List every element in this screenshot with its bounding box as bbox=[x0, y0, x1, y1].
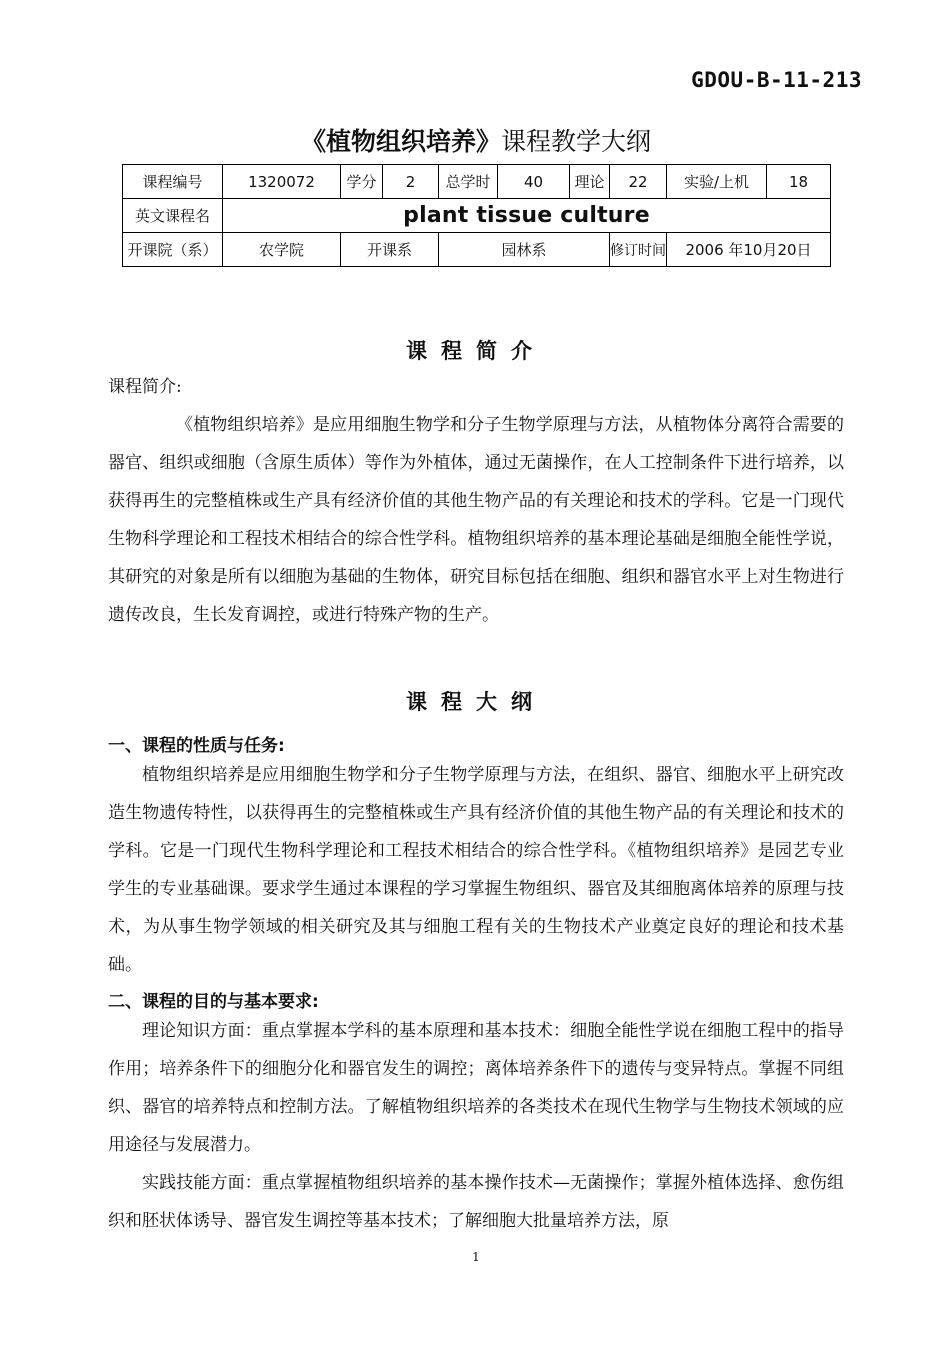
english-name-label: 英文课程名 bbox=[123, 199, 223, 233]
section1-heading: 一、课程的性质与任务: bbox=[108, 736, 285, 756]
theory-hours-value: 22 bbox=[610, 165, 667, 199]
lab-hours-value: 18 bbox=[767, 165, 831, 199]
document-title bbox=[0, 122, 952, 158]
english-name-value: plant tissue culture bbox=[223, 199, 831, 233]
section1-paragraph: 植物组织培养是应用细胞生物学和分子生物学原理与方法，在组织、器官、细胞水平上研究改造生物遗传特性，以获得再生的完整植株或生产具有经济价值的其他生物产品的有关理论和技术的学科。它是一门现代生物科学理论和工程技术相结合的综合性学科。《植物组织培养》是园艺专业学生的专业基础课。要求学生通过本课程的学习掌握生物组织、器官及其细胞离体培养的原理与技术，为从事生物学领域的相关研究及其与细胞工程有关的生物技术产业奠定良好的理论和技术基础。 bbox=[108, 765, 844, 975]
intro-label: 课程简介: bbox=[108, 377, 182, 397]
revised-label: 修订时间 bbox=[610, 233, 667, 267]
course-name-title: 《植物组织培养》 bbox=[300, 127, 501, 156]
intro-body bbox=[108, 368, 844, 634]
info-row-english-name bbox=[123, 199, 831, 233]
credits-value: 2 bbox=[383, 165, 439, 199]
intro-paragraph: 《植物组织培养》是应用细胞生物学和分子生物学原理与方法，从植物体分离符合需要的器官、组织或细胞（含原生质体）等作为外植体，通过无菌操作，在人工控制条件下进行培养，以获得再生的完整植株或生产具有经济价值的其他生物产品的有关理论和技术的学科。它是一门现代生物科学理论和工程技术相结合的综合性学科。植物组织培养的基本理论基础是细胞全能性学说，其研究的对象是所有以细胞为基础的生物体，研究目标包括在细胞、组织和器官水平上对生物进行遗传改良，生长发育调控，或进行特殊产物的生产。 bbox=[108, 415, 844, 625]
section2-paragraph-practice: 实践技能方面：重点掌握植物组织培养的基本操作技术—无菌操作；掌握外植体选择、愈伤组织和胚状体诱导、器官发生调控等基本技术；了解细胞大批量培养方法，原 bbox=[108, 1173, 844, 1231]
lab-label: 实验/上机 bbox=[667, 165, 767, 199]
course-code-label: 课程编号 bbox=[123, 165, 223, 199]
total-hours-label: 总学时 bbox=[439, 165, 498, 199]
dept-label: 开课系 bbox=[341, 233, 439, 267]
section1-body bbox=[108, 756, 844, 984]
title-suffix: 课程教学大纲 bbox=[501, 127, 652, 156]
outline-heading: 课程大纲 bbox=[406, 690, 546, 714]
page-number: 1 bbox=[472, 1250, 480, 1264]
theory-label: 理论 bbox=[570, 165, 610, 199]
course-code-value: 1320072 bbox=[223, 165, 341, 199]
college-label: 开课院（系） bbox=[123, 233, 223, 267]
total-hours-value: 40 bbox=[498, 165, 570, 199]
section2-body bbox=[108, 1012, 844, 1240]
intro-heading: 课程简介 bbox=[406, 339, 546, 363]
info-row-college bbox=[123, 233, 831, 267]
course-info-table bbox=[122, 164, 831, 267]
credits-label: 学分 bbox=[341, 165, 383, 199]
dept-value: 园林系 bbox=[439, 233, 610, 267]
info-row-course bbox=[123, 165, 831, 199]
section2-heading: 二、课程的目的与基本要求: bbox=[108, 992, 319, 1012]
section2-paragraph-theory: 理论知识方面：重点掌握本学科的基本原理和基本技术：细胞全能性学说在细胞工程中的指导作用；培养条件下的细胞分化和器官发生的调控；离体培养条件下的遗传与变异特点。掌握不同组织、器官的培养特点和控制方法。了解植物组织培养的各类技术在现代生物学与生物技术领域的应用途径与发展潜力。 bbox=[108, 1021, 844, 1155]
document-code: GDOU-B-11-213 bbox=[691, 68, 862, 92]
revised-date-value: 2006 年10月20日 bbox=[667, 233, 831, 267]
college-value: 农学院 bbox=[223, 233, 341, 267]
